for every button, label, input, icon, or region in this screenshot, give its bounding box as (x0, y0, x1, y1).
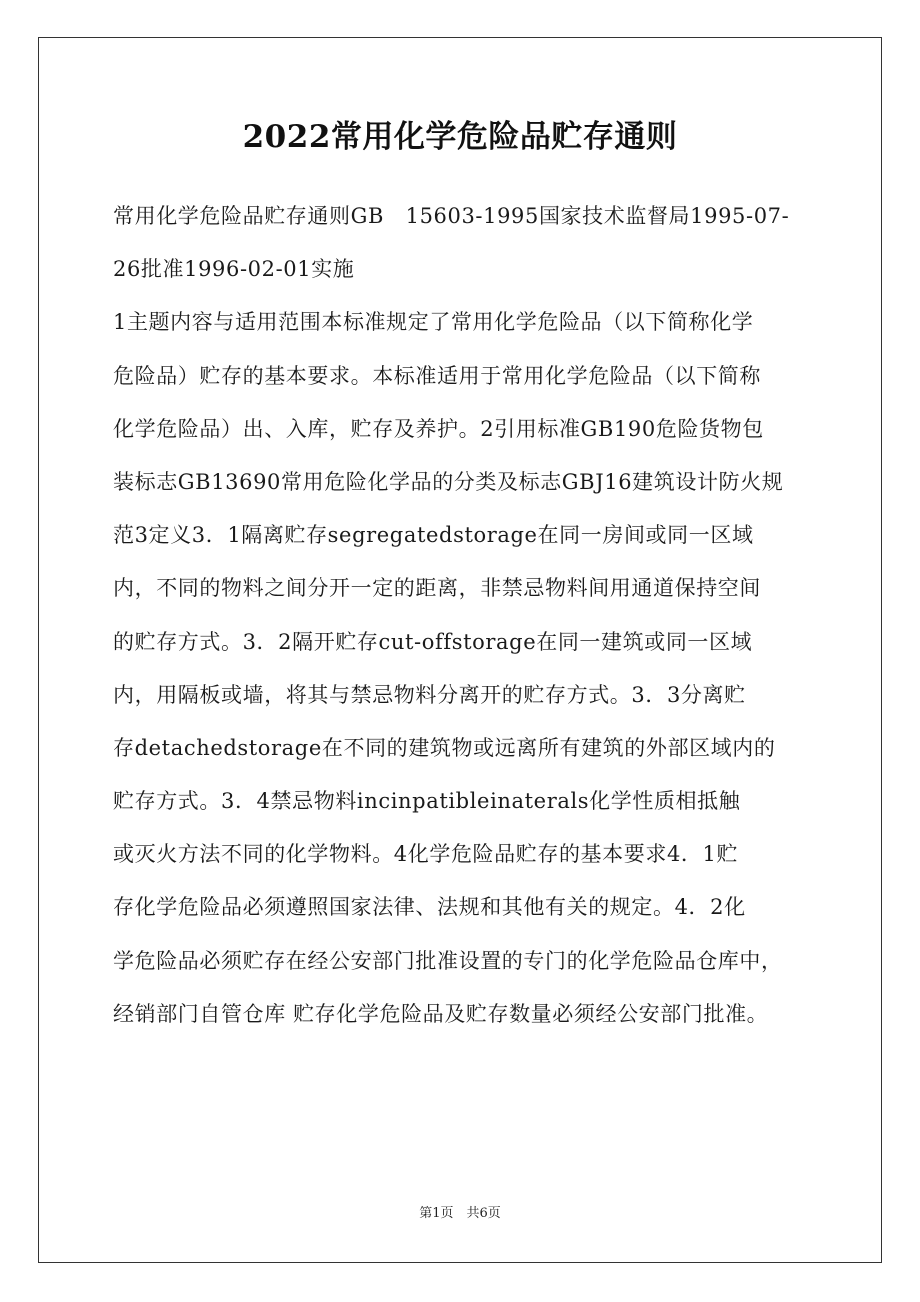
body-line: 装标志GB13690常用危险化学品的分类及标志GBJ16建筑设计防火规 (113, 469, 784, 494)
body-line: 范3定义3．1隔离贮存segregatedstorage在同一房间或同一区域 (113, 523, 754, 548)
body-line: 内，用隔板或墙，将其与禁忌物料分离开的贮存方式。3．3分离贮 (113, 682, 746, 707)
body-line: 或灭火方法不同的化学物料。4化学危险品贮存的基本要求4．1贮 (113, 842, 739, 867)
body-line: 内，不同的物料之间分开一定的距离，非禁忌物料间用通道保持空间 (113, 576, 761, 601)
document-body (113, 190, 813, 1041)
body-line: 1主题内容与适用范围本标准规定了常用化学危险品（以下简称化学 (113, 310, 754, 335)
body-line: 的贮存方式。3．2隔开贮存cut-offstorage在同一建筑或同一区域 (113, 629, 753, 654)
body-line: 26批准1996-02-01实施 (113, 257, 355, 282)
body-line: 化学危险品）出、入库，贮存及养护。2引用标准GB190危险货物包 (113, 416, 764, 441)
body-line: 危险品）贮存的基本要求。本标准适用于常用化学危险品（以下简称 (113, 363, 761, 388)
page-number-footer: 第1页 共6页 (419, 1206, 501, 1221)
document-title: 2022常用化学危险品贮存通则 (242, 119, 678, 155)
body-line: 存化学危险品必须遵照国家法律、法规和其他有关的规定。4．2化 (113, 895, 746, 920)
body-line: 常用化学危险品贮存通则GB 15603-1995国家技术监督局1995-07- (113, 204, 790, 228)
body-line: 存detachedstorage在不同的建筑物或远离所有建筑的外部区域内的 (113, 735, 776, 760)
body-line: 贮存方式。3．4禁忌物料incinpatibleinaterals化学性质相抵触 (113, 789, 741, 814)
body-line: 经销部门自管仓库 贮存化学危险品及贮存数量必须经公安部门批准。 (113, 1001, 769, 1026)
body-line: 学危险品必须贮存在经公安部门批准设置的专门的化学危险品仓库中， (113, 948, 783, 973)
